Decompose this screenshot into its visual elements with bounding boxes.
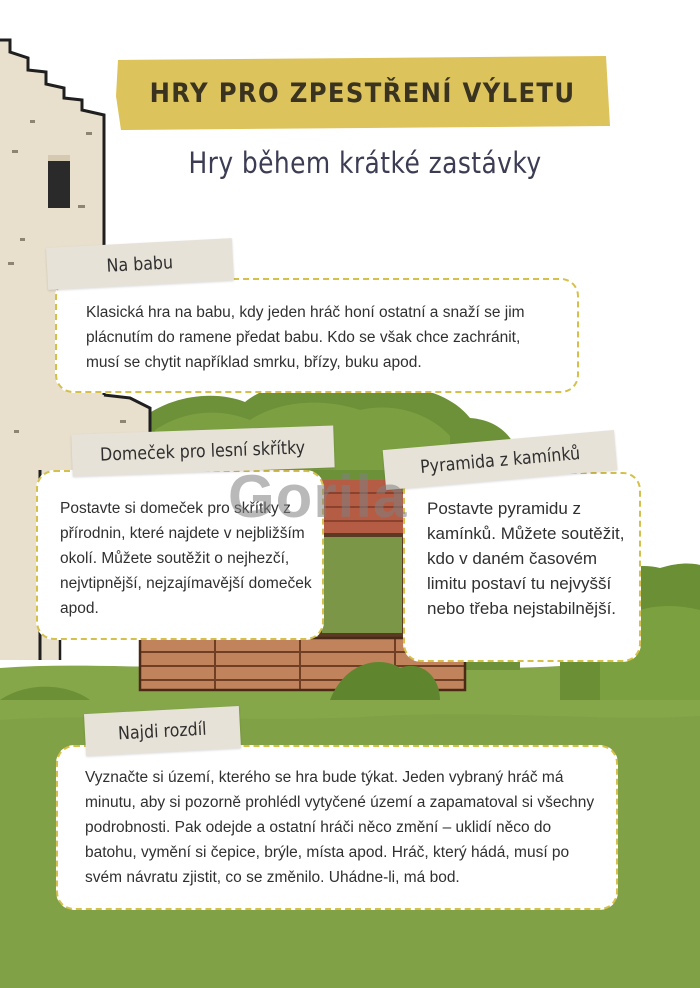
game-label-pyramida: Pyramida z kamínků	[383, 430, 618, 490]
watermark: Gorila	[228, 463, 408, 530]
game-label-na-babu: Na babu	[46, 238, 234, 290]
game-card-pyramida	[403, 472, 641, 662]
game-card-na-babu	[55, 278, 579, 393]
game-text-pyramida: Postavte pyramidu z kamínků. Můžete soutěžit, kdo v daném časovém limitu postaví tu nejvyšší nebo třeba nejstabilnější.	[427, 499, 625, 618]
game-text-na-babu: Klasická hra na babu, kdy jeden hráč honí ostatní a snaží se jim plácnutím do ramene předat babu. Kdo se však chce zachránit, musí se chytit například smrku, břízy, buku apod.	[86, 304, 525, 371]
game-text-najdi-rozdil: Vyznačte si území, kterého se hra bude týkat. Jeden vybraný hráč má minutu, aby si pozorně prohlédl vytyčené území a zapamatoval si všechny podrobnosti. Pak odejde a ostatní hráči něco změní – uklidí něco do batohu, vymění si čepice, brýle, místa apod. Hráč, který hádá, musí po svém návratu zjistit, co se změnilo. Uhádne-li, má bod.	[85, 769, 595, 886]
game-label-najdi-rozdil: Najdi rozdíl	[84, 706, 241, 756]
game-label-domecek: Domeček pro lesní skřítky	[71, 425, 334, 476]
game-card-najdi-rozdil	[56, 745, 618, 910]
page-title: HRY PRO ZPESTŘENÍ VÝLETU	[149, 77, 576, 109]
game-text-domecek: Postavte si domeček pro skřítky z přírodnin, které najdete v nejbližším okolí. Můžete soutěžit o nejhezčí, nejvtipnější, nejzajímavější domeček apod.	[60, 500, 312, 617]
page-subtitle: Hry během krátké zastávky	[188, 146, 542, 180]
title-banner	[115, 57, 610, 129]
